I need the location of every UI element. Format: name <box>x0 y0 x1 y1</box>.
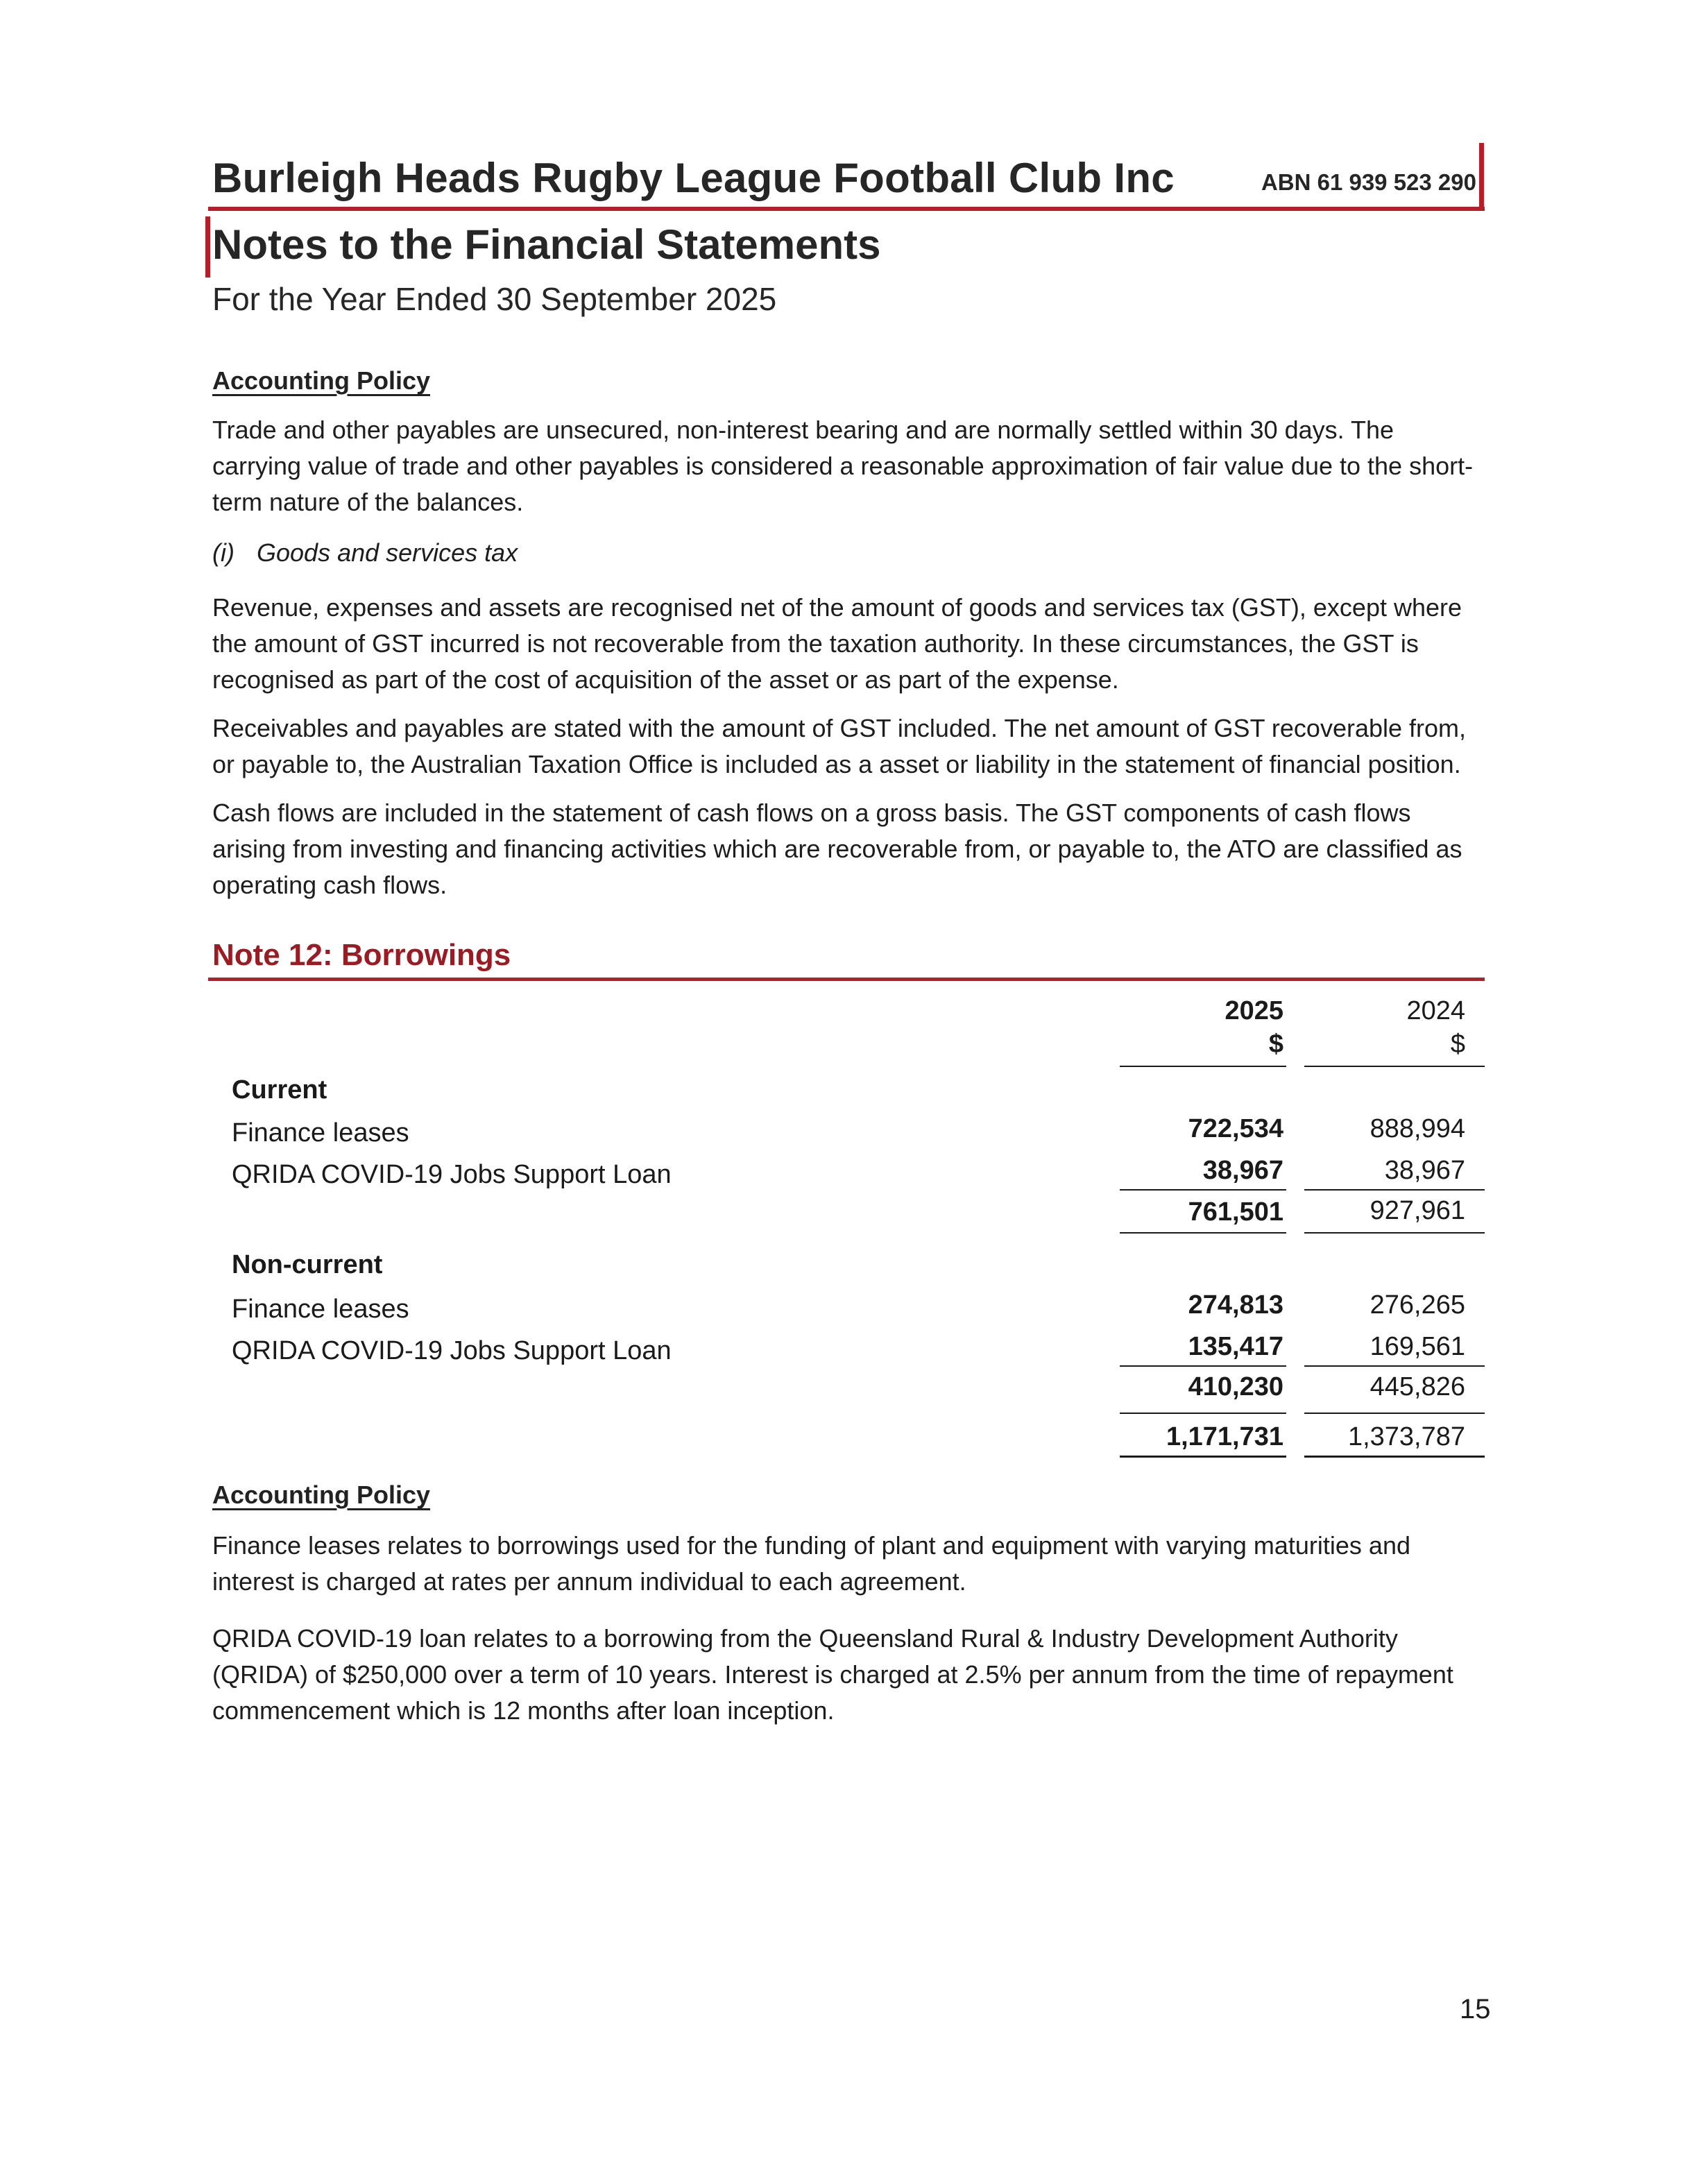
non-current-subtotal-rule-2025 <box>1120 1365 1286 1367</box>
payables-policy-paragraph: Trade and other payables are unsecured, non-interest bearing and are normally settled within 30 days. The carrying value of trade and other payables is considered a reasonable approximation of fair value due to the short-term nature of the balances. <box>212 416 1474 516</box>
table-cell-2025: 135,417 <box>1188 1332 1283 1361</box>
table-cell-2024: 38,967 <box>1384 1156 1465 1185</box>
non-current-subtotal-rule-2024 <box>1304 1365 1485 1367</box>
gst-paragraph-1: Revenue, expenses and assets are recognised net of the amount of goods and services tax (GST), except where the amount of GST incurred is not recoverable from the taxation authority. In these circumstances, the GST is recognised as part of the cost of acquisition of the asset or as part of the expense. <box>212 593 1462 694</box>
table-row-label: QRIDA COVID-19 Jobs Support Loan <box>232 1336 672 1365</box>
page-subtitle: For the Year Ended 30 September 2025 <box>212 281 777 317</box>
table-row-label: QRIDA COVID-19 Jobs Support Loan <box>232 1160 672 1189</box>
non-current-subtotal-2025: 410,230 <box>1188 1372 1283 1401</box>
gst-subheading <box>212 538 518 568</box>
header-row <box>212 154 1486 205</box>
total-2025: 1,171,731 <box>1166 1422 1283 1451</box>
table-cell-2025: 274,813 <box>1188 1290 1283 1320</box>
page-number: 15 <box>1460 1994 1491 2024</box>
header-divider <box>208 207 1485 211</box>
abn-label: ABN 61 939 523 290 <box>1261 169 1476 195</box>
table-cell-2024: 276,265 <box>1369 1290 1465 1320</box>
organisation-name: Burleigh Heads Rugby League Football Club Inc <box>212 155 1175 201</box>
table-cell-2025: 722,534 <box>1188 1114 1283 1143</box>
table-cell-2025: 38,967 <box>1202 1156 1283 1185</box>
total-bottom-rule-2024 <box>1304 1456 1485 1458</box>
total-bottom-rule-2025 <box>1120 1456 1286 1458</box>
header-rule-2024 <box>1304 1066 1485 1067</box>
non-current-section-label: Non-current <box>232 1250 383 1279</box>
borrowings-policy-paragraph-1: Finance leases relates to borrowings used for the funding of plant and equipment with varying maturities and interest is charged at rates per annum individual to each agreement. <box>212 1531 1410 1596</box>
current-subtotal-rule-2025 <box>1120 1189 1286 1191</box>
current-end-rule-2025 <box>1120 1232 1286 1234</box>
header-rule-2025 <box>1120 1066 1286 1067</box>
borrowings-policy-paragraph-2: QRIDA COVID-19 loan relates to a borrowing from the Queensland Rural & Industry Development Authority (QRIDA) of $250,000 over a term of 10 years. Interest is charged at 2.5% per annum from the time of repayment commencement which is 12 months after loan inception. <box>212 1624 1453 1725</box>
gst-item-title: Goods and services tax <box>257 538 518 567</box>
note-12-divider <box>208 978 1485 981</box>
payables-policy-heading: Accounting Policy <box>212 366 431 395</box>
gst-item-number: (i) <box>212 538 234 567</box>
current-subtotal-2025: 761,501 <box>1188 1197 1283 1227</box>
abn-accent-bar <box>1479 143 1484 207</box>
column-year-2024: 2024 <box>1406 996 1465 1025</box>
current-subtotal-2024: 927,961 <box>1369 1196 1465 1225</box>
current-subtotal-rule-2024 <box>1304 1189 1485 1191</box>
gst-paragraph-3: Cash flows are included in the statement of cash flows on a gross basis. The GST components of cash flows arising from investing and financing activities which are recoverable from, or payable to, the ATO are classified as operating cash flows. <box>212 799 1462 899</box>
total-top-rule-2024 <box>1304 1413 1485 1414</box>
current-section-label: Current <box>232 1075 327 1104</box>
page-title: Notes to the Financial Statements <box>212 221 881 268</box>
table-row-label: Finance leases <box>232 1118 409 1148</box>
gst-paragraph-2: Receivables and payables are stated with the amount of GST included. The net amount of GST recoverable from, or payable to, the Australian Taxation Office is included as a asset or liability in the statement of financial position. <box>212 714 1467 778</box>
title-accent-bar <box>205 216 210 278</box>
note-12-title: Note 12: Borrowings <box>212 938 511 972</box>
column-unit-2024: $ <box>1450 1030 1465 1059</box>
table-row-label: Finance leases <box>232 1295 409 1324</box>
total-top-rule-2025 <box>1120 1413 1286 1414</box>
non-current-subtotal-2024: 445,826 <box>1369 1372 1465 1401</box>
current-end-rule-2024 <box>1304 1232 1485 1234</box>
column-year-2025: 2025 <box>1225 996 1283 1025</box>
total-2024: 1,373,787 <box>1347 1422 1465 1451</box>
table-cell-2024: 169,561 <box>1369 1332 1465 1361</box>
column-unit-2025: $ <box>1268 1030 1283 1059</box>
table-cell-2024: 888,994 <box>1369 1114 1465 1143</box>
borrowings-policy-heading: Accounting Policy <box>212 1481 431 1509</box>
